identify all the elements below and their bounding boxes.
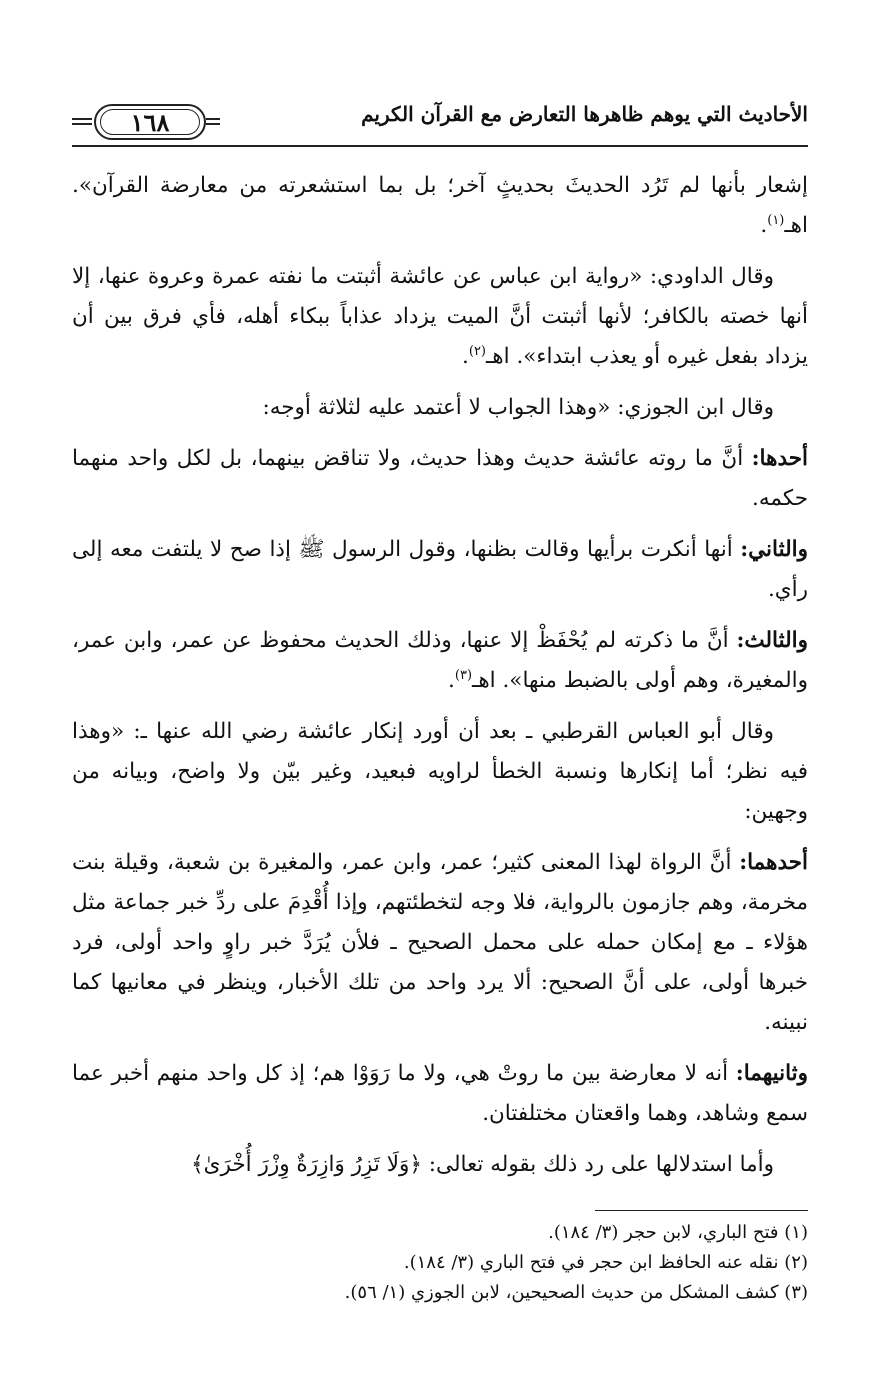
footnote-ref[interactable]: (١) xyxy=(767,212,785,228)
running-header xyxy=(72,100,808,148)
paragraph: أحدهما: أنَّ الرواة لهذا المعنى كثير؛ عمر، وابن عمر، والمغيرة بن شعبة، وقيلة بنت مخرمة، وهم جازمون بالرواية، فلا وجه لتخطئتهم، وإذا أُقْدِمَ على ردِّ خبر جماعة مثل هؤلاء ـ مع إمكان حمله على محمل الصحيح ـ فلأن يُرَدَّ خبر راوٍ واحد أولى، فرد خبرها أولى، على أنَّ الصحيح: ألا يرد واحد من تلك الأخبار، وينظر في معانيها كما نبينه. xyxy=(72,850,808,1035)
point-label: والثالث: xyxy=(736,628,808,653)
paragraph: والثالث: أنَّ ما ذكرته لم يُحْفَظْ إلا عنها، وذلك الحديث محفوظ عن عمر، وابن عمر، والمغيرة، وهم أولى بالضبط منها». اهـ$^{(٣)}$. xyxy=(72,628,808,693)
paragraph: وقال الداودي: «رواية ابن عباس عن عائشة أثبتت ما نفته عمرة وعروة عنها، إلا أنها خصته بالكافر؛ لأنها أثبتت أنَّ الميت يزداد عذاباً ببكاء أهله، فأي فرق بين أن يزداد بفعل غيره أو يعذب ابتداء». اهـ$^{(٢)}$. xyxy=(72,264,808,369)
paragraph: وثانيهما: أنه لا معارضة بين ما روتْ هي، ولا ما رَوَوْا هم؛ إذ كل واحد منهم أخبر عما سمع وشاهد، وهما واقعتان مختلفتان. xyxy=(72,1061,808,1126)
paragraph: وأما استدلالها على رد ذلك بقوله تعالى: ﴿وَلَا تَزِرُ وَازِرَةٌ وِزْرَ أُخْرَىٰ﴾ xyxy=(191,1152,774,1177)
point-label: والثاني: xyxy=(740,537,808,562)
header-ornament-rule xyxy=(206,118,220,125)
running-title: الأحاديث التي يوهم ظاهرها التعارض مع القرآن الكريم xyxy=(361,102,808,126)
footnote-ref[interactable]: (٣) xyxy=(454,667,473,683)
main-text xyxy=(72,166,808,1196)
point-label: أحدها: xyxy=(751,446,808,471)
paragraph: والثاني: أنها أنكرت برأيها وقالت بظنها، وقول الرسول ﷺ إذا صح لا يلتفت معه إلى رأي. xyxy=(72,537,808,602)
footnote-separator xyxy=(595,1210,808,1211)
footnote: (٣) كشف المشكل من حديث الصحيحين، لابن الجوزي (١/ ٥٦). xyxy=(344,1282,808,1303)
paragraph: أحدها: أنَّ ما روته عائشة حديث وهذا حديث، ولا تناقض بينهما، بل لكل واحد منهما حكمه. xyxy=(72,446,808,511)
point-label: أحدهما: xyxy=(739,850,808,875)
paragraph: إشعار بأنها لم تَرُد الحديثَ بحديثٍ آخر؛ بل بما استشعرته من معارضة القرآن». اهـ$^{(١)}$. xyxy=(72,173,808,238)
page-number: ١٦٨ xyxy=(100,109,200,135)
paragraph: وقال ابن الجوزي: «وهذا الجواب لا أعتمد عليه لثلاثة أوجه: xyxy=(262,395,774,420)
footnote: (٢) نقله عنه الحافظ ابن حجر في فتح الباري (٣/ ١٨٤). xyxy=(403,1252,808,1273)
point-label: وثانيهما: xyxy=(735,1061,808,1086)
footnotes xyxy=(300,1218,808,1308)
footnote: (١) فتح الباري، لابن حجر (٣/ ١٨٤). xyxy=(548,1222,808,1243)
header-ornament-rule xyxy=(72,118,92,125)
page-number-frame xyxy=(94,104,206,140)
footnote-ref[interactable]: (٢) xyxy=(468,343,486,359)
paragraph: وقال أبو العباس القرطبي ـ بعد أن أورد إنكار عائشة رضي الله عنها ـ: «وهذا فيه نظر؛ أما إنكارها ونسبة الخطأ لراويه فبعيد، وغير بيّن ولا واضح، وبيانه من وجهين: xyxy=(72,719,808,824)
header-divider xyxy=(72,145,808,147)
